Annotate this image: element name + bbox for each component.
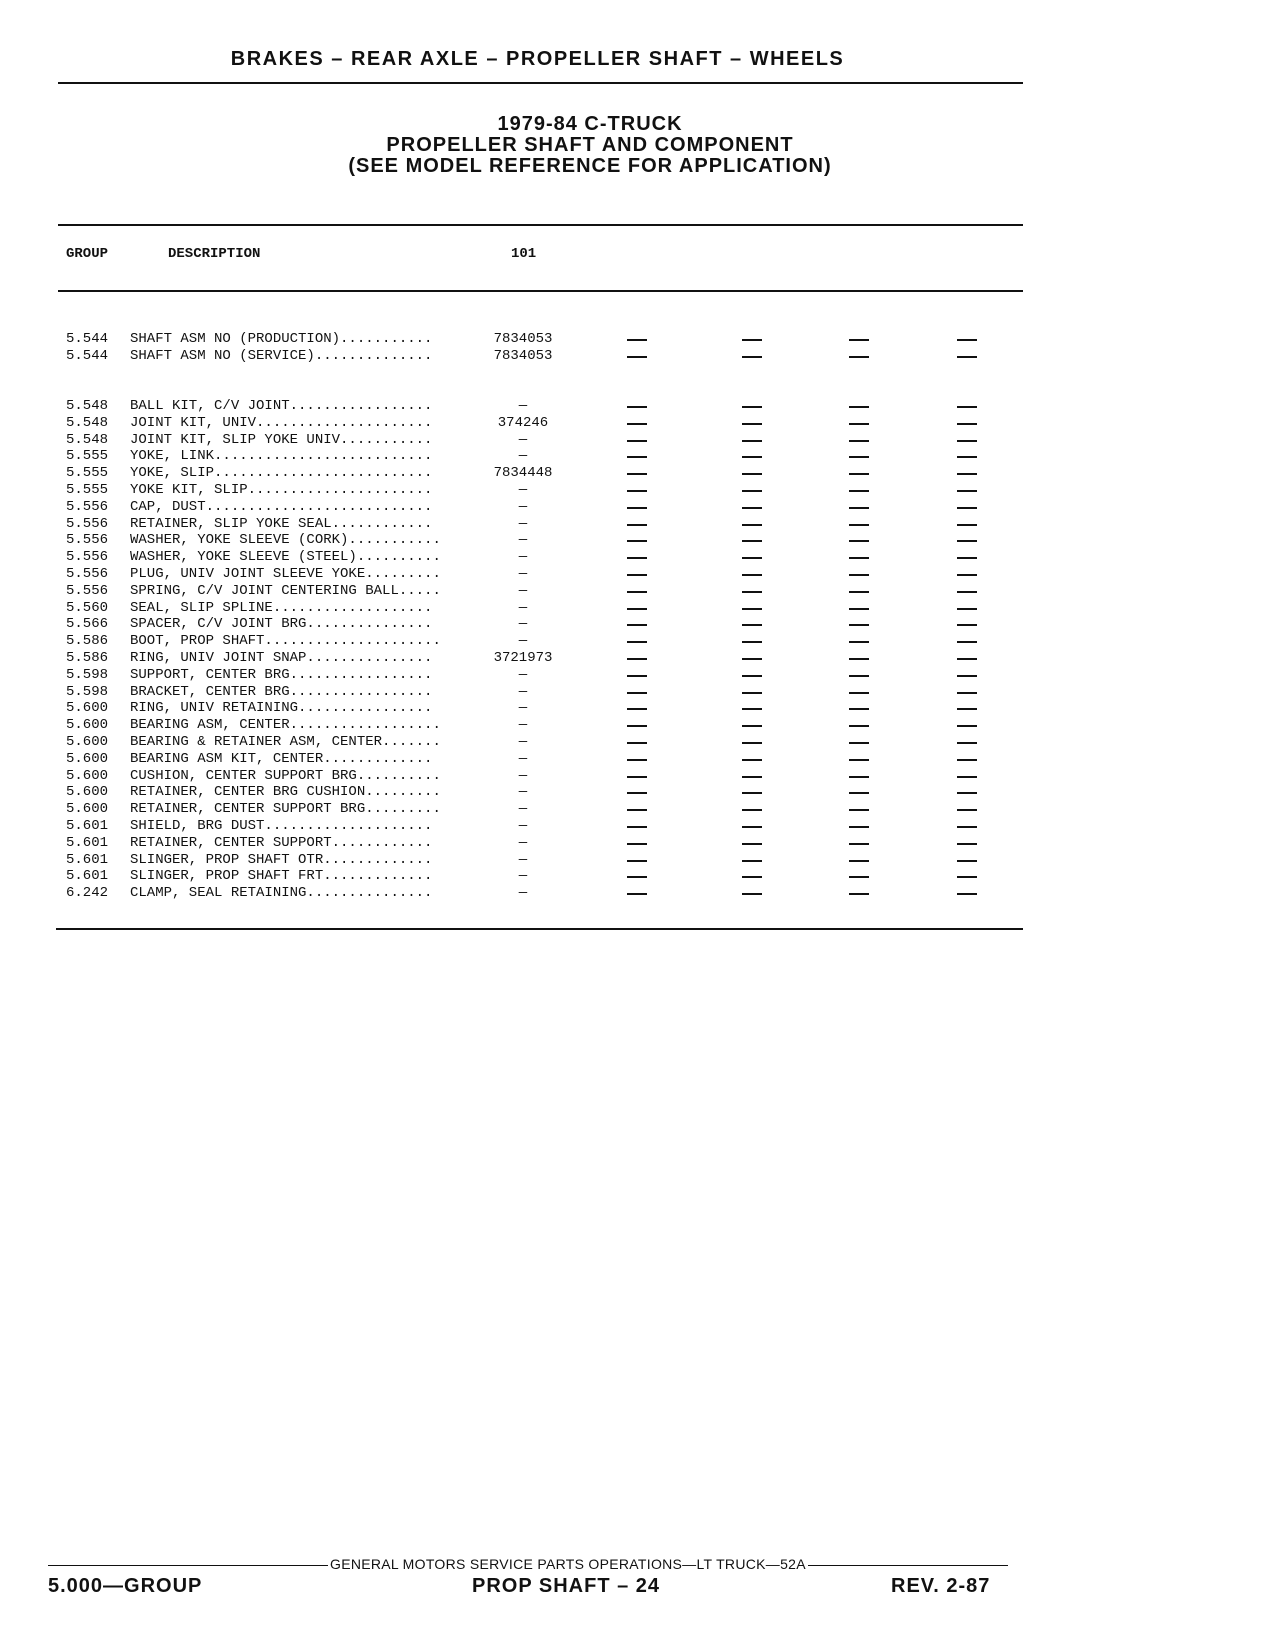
empty-cell-dash bbox=[849, 624, 869, 626]
header-rule bbox=[58, 82, 1023, 84]
part-row bbox=[0, 566, 1280, 583]
title-line-3: (SEE MODEL REFERENCE FOR APPLICATION) bbox=[348, 155, 832, 177]
empty-cell-dash bbox=[957, 725, 977, 727]
part-description: YOKE, SLIP.......................... bbox=[130, 465, 433, 482]
empty-cell-dash bbox=[627, 574, 647, 576]
empty-cell-dash bbox=[957, 591, 977, 593]
part-description: RETAINER, CENTER SUPPORT BRG......... bbox=[130, 801, 441, 818]
column-header-group: GROUP bbox=[66, 246, 109, 262]
part-description: WASHER, YOKE SLEEVE (CORK)........... bbox=[130, 532, 441, 549]
part-row bbox=[0, 667, 1280, 684]
part-number-101: — bbox=[518, 666, 528, 683]
empty-cell-dash bbox=[742, 591, 762, 593]
part-group: 5.556 bbox=[66, 566, 109, 582]
empty-cell-dash bbox=[742, 490, 762, 492]
part-row bbox=[0, 633, 1280, 650]
empty-cell-dash bbox=[849, 759, 869, 761]
empty-cell-dash bbox=[957, 406, 977, 408]
part-row bbox=[0, 801, 1280, 818]
part-group: 5.548 bbox=[66, 431, 109, 448]
part-group: 5.598 bbox=[66, 666, 109, 683]
part-row bbox=[0, 784, 1280, 801]
part-row bbox=[0, 734, 1280, 751]
empty-cell-dash bbox=[849, 440, 869, 442]
empty-cell-dash bbox=[627, 876, 647, 878]
empty-cell-dash bbox=[849, 826, 869, 828]
empty-cell-dash bbox=[957, 658, 977, 660]
empty-cell-dash bbox=[957, 473, 977, 475]
part-group: 5.600 bbox=[66, 717, 109, 734]
footer-group: 5.000—GROUP bbox=[48, 1575, 203, 1597]
empty-cell-dash bbox=[849, 860, 869, 862]
empty-cell-dash bbox=[627, 406, 647, 408]
empty-cell-dash bbox=[627, 557, 647, 559]
part-description: BRACKET, CENTER BRG................. bbox=[130, 683, 433, 700]
part-number-101: — bbox=[518, 633, 528, 650]
empty-cell-dash bbox=[627, 809, 647, 811]
part-group: 6.242 bbox=[66, 885, 109, 902]
part-group: 5.556 bbox=[66, 532, 109, 549]
empty-cell-dash bbox=[849, 557, 869, 559]
empty-cell-dash bbox=[742, 507, 762, 509]
part-group: 5.600 bbox=[66, 750, 109, 767]
empty-cell-dash bbox=[627, 540, 647, 542]
part-number-101: — bbox=[518, 885, 528, 902]
empty-cell-dash bbox=[849, 490, 869, 492]
empty-cell-dash bbox=[957, 574, 977, 576]
part-description: YOKE, LINK.......................... bbox=[130, 448, 433, 465]
empty-cell-dash bbox=[742, 708, 762, 710]
part-description: RETAINER, SLIP YOKE SEAL............ bbox=[130, 515, 433, 532]
empty-cell-dash bbox=[957, 708, 977, 710]
part-description: BEARING ASM, CENTER.................. bbox=[130, 717, 441, 734]
part-number-101: — bbox=[518, 734, 528, 750]
empty-cell-dash bbox=[957, 339, 977, 341]
empty-cell-dash bbox=[957, 507, 977, 509]
part-description: SLINGER, PROP SHAFT OTR............. bbox=[130, 851, 433, 868]
empty-cell-dash bbox=[849, 792, 869, 794]
empty-cell-dash bbox=[957, 809, 977, 811]
part-number-101: — bbox=[518, 398, 528, 414]
empty-cell-dash bbox=[849, 608, 869, 610]
part-row bbox=[0, 835, 1280, 852]
empty-cell-dash bbox=[957, 876, 977, 878]
part-number-101: — bbox=[518, 599, 528, 616]
empty-cell-dash bbox=[627, 356, 647, 358]
empty-cell-dash bbox=[627, 440, 647, 442]
part-description: WASHER, YOKE SLEEVE (STEEL).......... bbox=[130, 549, 441, 566]
empty-cell-dash bbox=[849, 742, 869, 744]
part-description: SPACER, C/V JOINT BRG............... bbox=[130, 616, 433, 633]
empty-cell-dash bbox=[957, 692, 977, 694]
part-group: 5.600 bbox=[66, 784, 109, 801]
empty-cell-dash bbox=[627, 456, 647, 458]
empty-cell-dash bbox=[627, 658, 647, 660]
part-group: 5.556 bbox=[66, 498, 109, 515]
empty-cell-dash bbox=[742, 557, 762, 559]
empty-cell-dash bbox=[627, 826, 647, 828]
empty-cell-dash bbox=[627, 339, 647, 341]
empty-cell-dash bbox=[849, 692, 869, 694]
part-description: SLINGER, PROP SHAFT FRT............. bbox=[130, 868, 433, 885]
empty-cell-dash bbox=[849, 524, 869, 526]
empty-cell-dash bbox=[742, 406, 762, 408]
part-group: 5.600 bbox=[66, 801, 109, 818]
empty-cell-dash bbox=[742, 692, 762, 694]
part-row bbox=[0, 415, 1280, 432]
empty-cell-dash bbox=[849, 339, 869, 341]
empty-cell-dash bbox=[627, 507, 647, 509]
empty-cell-dash bbox=[742, 641, 762, 643]
part-row bbox=[0, 482, 1280, 499]
part-description: PLUG, UNIV JOINT SLEEVE YOKE......... bbox=[130, 566, 441, 582]
empty-cell-dash bbox=[849, 540, 869, 542]
empty-cell-dash bbox=[849, 507, 869, 509]
part-number-101: 7834053 bbox=[493, 331, 553, 347]
empty-cell-dash bbox=[627, 624, 647, 626]
part-number-101: 3721973 bbox=[493, 650, 553, 666]
part-group: 5.598 bbox=[66, 683, 109, 700]
empty-cell-dash bbox=[849, 641, 869, 643]
part-row bbox=[0, 868, 1280, 885]
empty-cell-dash bbox=[957, 759, 977, 761]
empty-cell-dash bbox=[742, 725, 762, 727]
empty-cell-dash bbox=[849, 809, 869, 811]
part-description: SHAFT ASM NO (PRODUCTION)........... bbox=[130, 331, 433, 347]
empty-cell-dash bbox=[627, 843, 647, 845]
part-row bbox=[0, 516, 1280, 533]
empty-cell-dash bbox=[627, 776, 647, 778]
empty-cell-dash bbox=[849, 473, 869, 475]
empty-cell-dash bbox=[627, 608, 647, 610]
empty-cell-dash bbox=[957, 423, 977, 425]
footer-rule bbox=[48, 1556, 1008, 1574]
empty-cell-dash bbox=[627, 692, 647, 694]
empty-cell-dash bbox=[957, 557, 977, 559]
part-description: BEARING & RETAINER ASM, CENTER....... bbox=[130, 734, 441, 750]
empty-cell-dash bbox=[957, 356, 977, 358]
part-number-101: — bbox=[518, 784, 528, 801]
part-group: 5.600 bbox=[66, 767, 109, 784]
empty-cell-dash bbox=[742, 423, 762, 425]
part-row bbox=[0, 499, 1280, 516]
empty-cell-dash bbox=[742, 456, 762, 458]
empty-cell-dash bbox=[742, 792, 762, 794]
empty-cell-dash bbox=[627, 641, 647, 643]
part-number-101: — bbox=[518, 717, 528, 734]
part-row bbox=[0, 768, 1280, 785]
empty-cell-dash bbox=[742, 826, 762, 828]
empty-cell-dash bbox=[742, 759, 762, 761]
empty-cell-dash bbox=[742, 356, 762, 358]
part-group: 5.586 bbox=[66, 633, 109, 650]
empty-cell-dash bbox=[627, 675, 647, 677]
part-group: 5.548 bbox=[66, 414, 109, 431]
part-row bbox=[0, 818, 1280, 835]
empty-cell-dash bbox=[627, 792, 647, 794]
part-description: JOINT KIT, UNIV..................... bbox=[130, 414, 433, 431]
part-group: 5.600 bbox=[66, 734, 109, 750]
part-number-101: — bbox=[518, 532, 528, 549]
empty-cell-dash bbox=[742, 624, 762, 626]
empty-cell-dash bbox=[957, 456, 977, 458]
empty-cell-dash bbox=[849, 893, 869, 895]
part-number-101: — bbox=[518, 750, 528, 767]
part-description: SHIELD, BRG DUST.................... bbox=[130, 818, 433, 834]
empty-cell-dash bbox=[849, 591, 869, 593]
part-description: SHAFT ASM NO (SERVICE).............. bbox=[130, 347, 433, 364]
empty-cell-dash bbox=[742, 473, 762, 475]
section-header: BRAKES – REAR AXLE – PROPELLER SHAFT – WHEELS bbox=[230, 48, 845, 70]
empty-cell-dash bbox=[957, 843, 977, 845]
footer-revision: REV. 2-87 bbox=[891, 1575, 991, 1597]
part-row bbox=[0, 465, 1280, 482]
part-description: YOKE KIT, SLIP...................... bbox=[130, 482, 433, 498]
part-row bbox=[0, 600, 1280, 617]
part-description: CLAMP, SEAL RETAINING............... bbox=[130, 885, 433, 902]
part-number-101: — bbox=[518, 868, 528, 885]
part-number-101: — bbox=[518, 700, 528, 717]
column-header-description: DESCRIPTION bbox=[168, 246, 261, 262]
part-row bbox=[0, 650, 1280, 667]
empty-cell-dash bbox=[627, 860, 647, 862]
empty-cell-dash bbox=[742, 776, 762, 778]
part-group: 5.566 bbox=[66, 616, 109, 633]
part-number-101: — bbox=[518, 801, 528, 818]
table-top-rule bbox=[58, 224, 1023, 226]
part-description: CUSHION, CENTER SUPPORT BRG.......... bbox=[130, 767, 441, 784]
empty-cell-dash bbox=[742, 574, 762, 576]
part-group: 5.548 bbox=[66, 398, 109, 414]
empty-cell-dash bbox=[627, 473, 647, 475]
part-description: CAP, DUST........................... bbox=[130, 498, 433, 515]
empty-cell-dash bbox=[849, 876, 869, 878]
empty-cell-dash bbox=[742, 524, 762, 526]
part-number-101: — bbox=[518, 498, 528, 515]
part-description: SUPPORT, CENTER BRG................. bbox=[130, 666, 433, 683]
empty-cell-dash bbox=[742, 876, 762, 878]
empty-cell-dash bbox=[957, 624, 977, 626]
part-number-101: — bbox=[518, 818, 528, 834]
empty-cell-dash bbox=[849, 406, 869, 408]
empty-cell-dash bbox=[957, 792, 977, 794]
part-number-101: 7834448 bbox=[493, 465, 553, 482]
empty-cell-dash bbox=[627, 591, 647, 593]
empty-cell-dash bbox=[627, 759, 647, 761]
part-description: SEAL, SLIP SPLINE................... bbox=[130, 599, 433, 616]
part-description: RETAINER, CENTER SUPPORT............ bbox=[130, 834, 433, 851]
document-title bbox=[200, 114, 980, 177]
empty-cell-dash bbox=[742, 843, 762, 845]
part-group: 5.601 bbox=[66, 851, 109, 868]
empty-cell-dash bbox=[957, 490, 977, 492]
column-header-model-101: 101 bbox=[511, 246, 537, 262]
table-header-rule bbox=[58, 290, 1023, 292]
part-number-101: — bbox=[518, 549, 528, 566]
part-number-101: — bbox=[518, 515, 528, 532]
part-row bbox=[0, 885, 1280, 902]
part-number-101: — bbox=[518, 851, 528, 868]
part-number-101: — bbox=[518, 448, 528, 465]
empty-cell-dash bbox=[849, 356, 869, 358]
empty-cell-dash bbox=[742, 440, 762, 442]
part-number-101: — bbox=[518, 566, 528, 582]
part-number-101: — bbox=[518, 683, 528, 700]
empty-cell-dash bbox=[742, 540, 762, 542]
part-row bbox=[0, 717, 1280, 734]
empty-cell-dash bbox=[957, 776, 977, 778]
part-description: BOOT, PROP SHAFT..................... bbox=[130, 633, 441, 650]
part-row bbox=[0, 398, 1280, 415]
part-number-101: — bbox=[518, 767, 528, 784]
part-row bbox=[0, 751, 1280, 768]
part-number-101: 374246 bbox=[497, 414, 549, 431]
part-row bbox=[0, 616, 1280, 633]
empty-cell-dash bbox=[957, 524, 977, 526]
part-number-101: — bbox=[518, 482, 528, 498]
empty-cell-dash bbox=[957, 826, 977, 828]
part-group: 5.544 bbox=[66, 331, 109, 347]
empty-cell-dash bbox=[849, 574, 869, 576]
empty-cell-dash bbox=[742, 742, 762, 744]
part-group: 5.544 bbox=[66, 347, 109, 364]
empty-cell-dash bbox=[957, 675, 977, 677]
footer-page: PROP SHAFT – 24 bbox=[472, 1575, 661, 1597]
empty-cell-dash bbox=[742, 675, 762, 677]
empty-cell-dash bbox=[957, 742, 977, 744]
part-row bbox=[0, 549, 1280, 566]
empty-cell-dash bbox=[627, 524, 647, 526]
empty-cell-dash bbox=[742, 608, 762, 610]
part-group: 5.600 bbox=[66, 700, 109, 717]
part-description: SPRING, C/V JOINT CENTERING BALL..... bbox=[130, 582, 441, 599]
part-group: 5.601 bbox=[66, 868, 109, 885]
part-group: 5.601 bbox=[66, 834, 109, 851]
empty-cell-dash bbox=[849, 423, 869, 425]
empty-cell-dash bbox=[742, 658, 762, 660]
part-row bbox=[0, 432, 1280, 449]
part-description: JOINT KIT, SLIP YOKE UNIV........... bbox=[130, 431, 433, 448]
part-number-101: 7834053 bbox=[493, 347, 553, 364]
part-row bbox=[0, 532, 1280, 549]
empty-cell-dash bbox=[742, 860, 762, 862]
empty-cell-dash bbox=[957, 860, 977, 862]
empty-cell-dash bbox=[957, 608, 977, 610]
part-group: 5.556 bbox=[66, 549, 109, 566]
empty-cell-dash bbox=[957, 893, 977, 895]
part-group: 5.555 bbox=[66, 465, 109, 482]
part-row bbox=[0, 348, 1280, 365]
empty-cell-dash bbox=[957, 540, 977, 542]
empty-cell-dash bbox=[627, 893, 647, 895]
empty-cell-dash bbox=[957, 440, 977, 442]
empty-cell-dash bbox=[849, 776, 869, 778]
part-group: 5.601 bbox=[66, 818, 109, 834]
title-line-2: PROPELLER SHAFT AND COMPONENT bbox=[386, 134, 794, 156]
part-description: RING, UNIV JOINT SNAP............... bbox=[130, 650, 433, 666]
part-number-101: — bbox=[518, 834, 528, 851]
part-row bbox=[0, 852, 1280, 869]
empty-cell-dash bbox=[849, 725, 869, 727]
part-group: 5.555 bbox=[66, 448, 109, 465]
part-description: RETAINER, CENTER BRG CUSHION......... bbox=[130, 784, 441, 801]
empty-cell-dash bbox=[849, 456, 869, 458]
part-description: RING, UNIV RETAINING................ bbox=[130, 700, 433, 717]
part-group: 5.556 bbox=[66, 515, 109, 532]
empty-cell-dash bbox=[627, 708, 647, 710]
part-row bbox=[0, 331, 1280, 348]
empty-cell-dash bbox=[849, 843, 869, 845]
empty-cell-dash bbox=[957, 641, 977, 643]
part-group: 5.555 bbox=[66, 482, 109, 498]
part-row bbox=[0, 684, 1280, 701]
part-number-101: — bbox=[518, 582, 528, 599]
empty-cell-dash bbox=[627, 490, 647, 492]
empty-cell-dash bbox=[849, 708, 869, 710]
empty-cell-dash bbox=[627, 725, 647, 727]
empty-cell-dash bbox=[627, 423, 647, 425]
part-group: 5.556 bbox=[66, 582, 109, 599]
part-description: BEARING ASM KIT, CENTER............. bbox=[130, 750, 433, 767]
part-group: 5.586 bbox=[66, 650, 109, 666]
part-row bbox=[0, 583, 1280, 600]
part-number-101: — bbox=[518, 431, 528, 448]
title-line-1: 1979-84 C-TRUCK bbox=[497, 113, 683, 135]
empty-cell-dash bbox=[849, 658, 869, 660]
part-description: BALL KIT, C/V JOINT................. bbox=[130, 398, 433, 414]
footer-publisher: GENERAL MOTORS SERVICE PARTS OPERATIONS—LT TRUCK—52A bbox=[330, 1556, 806, 1572]
part-row bbox=[0, 448, 1280, 465]
empty-cell-dash bbox=[742, 809, 762, 811]
table-bottom-rule bbox=[56, 928, 1023, 930]
part-row bbox=[0, 700, 1280, 717]
empty-cell-dash bbox=[742, 339, 762, 341]
empty-cell-dash bbox=[849, 675, 869, 677]
empty-cell-dash bbox=[627, 742, 647, 744]
empty-cell-dash bbox=[742, 893, 762, 895]
part-number-101: — bbox=[518, 616, 528, 633]
part-group: 5.560 bbox=[66, 599, 109, 616]
